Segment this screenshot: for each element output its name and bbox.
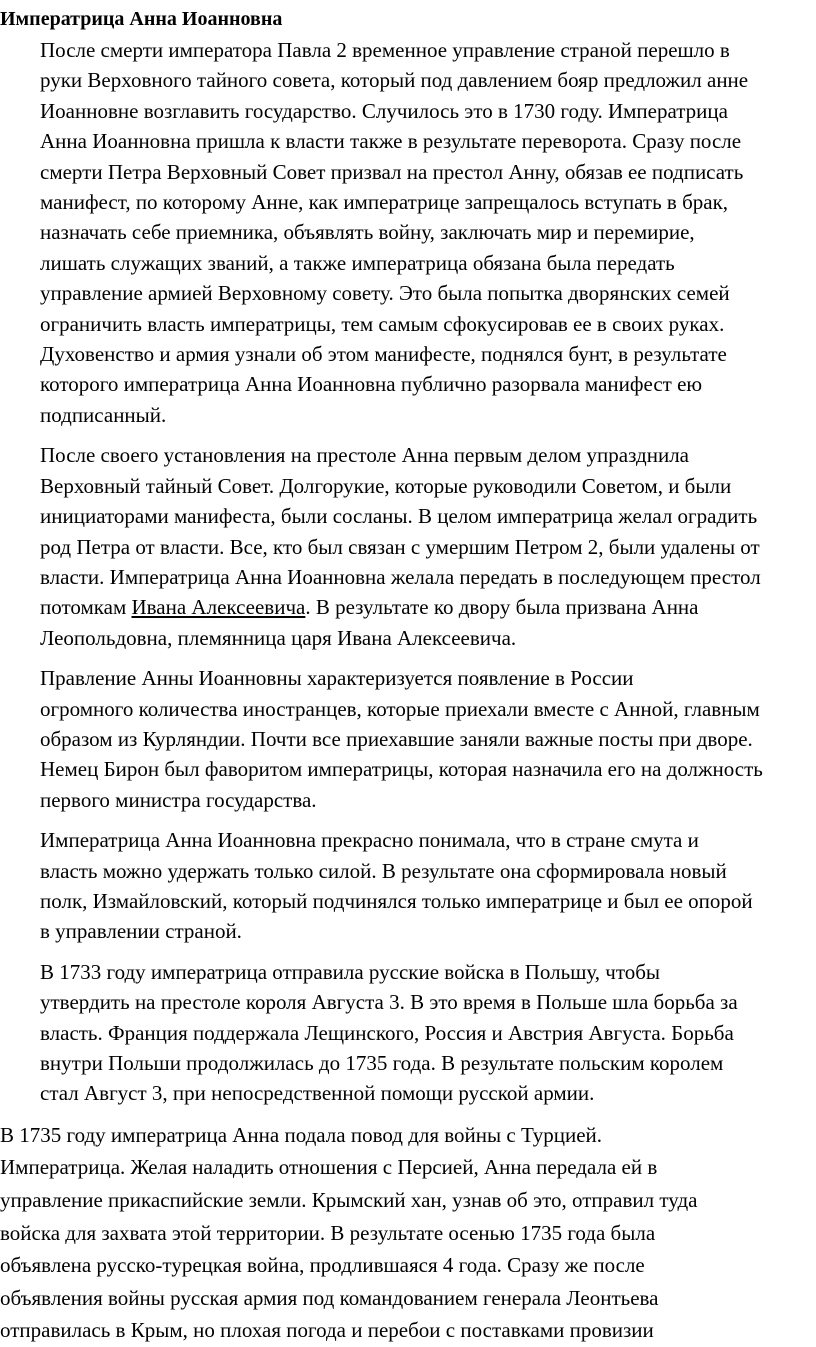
paragraph-line: которого императрица Анна Иоанновна публично разорвала манифест ею [40, 372, 703, 397]
paragraph-line: После смерти императора Павла 2 временное управление страной перешло в [40, 38, 730, 62]
link-prefix-text: потомкам [40, 595, 132, 620]
paragraph-line: Леопольдовна, племянница царя Ивана Алексеевича. [40, 625, 517, 650]
paragraph-6 [0, 1119, 816, 1347]
paragraph-5 [0, 957, 816, 1109]
paragraph-line: войска для захвата этой территории. В результате осенью 1735 года была [0, 1220, 656, 1245]
paragraph-line: отправилась в Крым, но плохая погода и перебои с поставками провизии [0, 1318, 654, 1343]
paragraph-line: власть. Франция поддержала Лещинского, Россия и Австрия Августа. Борьба [40, 1020, 734, 1045]
paragraph-line: внутри Польши продолжилась до 1735 года. В результате польским королем [40, 1051, 724, 1075]
paragraph-line: смерти Петра Верховный Совет призвал на престол Анну, обязав ее подписать [40, 159, 744, 184]
paragraph-line: власть можно удержать только силой. В результате она сформировала новый [40, 858, 727, 883]
document-title: Императрица Анна Иоанновна [0, 8, 283, 30]
paragraph-line: огромного количества иностранцев, которые приехали вместе с Анной, главным [40, 696, 760, 721]
paragraph-line: полк, Измайловский, который подчинялся только императрице и был ее опорой [40, 888, 753, 913]
paragraph-line: утвердить на престоле короля Августа 3. В это время в Польше шла борьба за [40, 990, 738, 1015]
paragraph-line: Императрица Анна Иоанновна прекрасно понимала, что в стране смута и [40, 828, 699, 853]
paragraph-line: Правление Анны Иоанновны характеризуется появление в России [40, 666, 634, 691]
paragraph-line: ограничить власть императрицы, тем самым сфокусировав ее в своих руках. [40, 311, 725, 336]
paragraph-line: объявления войны русская армия под командованием генерала Леонтьева [0, 1285, 659, 1310]
paragraph-line: подписанный. [40, 402, 167, 427]
paragraph-line: Анна Иоанновна пришла к власти также в результате переворота. Сразу после [40, 129, 742, 154]
paragraph-4 [0, 825, 816, 947]
paragraph-line: Верховный тайный Совет. Долгорукие, которые руководили Советом, и были [40, 473, 732, 498]
paragraph-line: руки Верховного тайного совета, который под давлением бояр предложил анне [40, 68, 749, 93]
paragraph-line: лишать служащих званий, а также императрица обязана была передать [40, 250, 675, 275]
paragraph-2 [0, 440, 816, 653]
paragraph-line: В 1735 году императрица Анна подала повод для войны с Турцией. [0, 1122, 603, 1147]
paragraph-line: Императрица. Желая наладить отношения с Персией, Анна передала ей в [0, 1155, 658, 1180]
paragraph-line: назначать себе приемника, объявлять войну, заключать мир и перемирие, [40, 220, 695, 245]
paragraph-line: Духовенство и армия узнали об этом манифесте, поднялся бунт, в результате [40, 342, 727, 367]
paragraph-line: Иоанновне возглавить государство. Случилось это в 1730 году. Императрица [40, 98, 728, 123]
paragraph-line-with-link [0, 592, 816, 622]
paragraph-line: управление прикаспийские земли. Крымский хан, узнав об это, отправил туда [0, 1188, 698, 1212]
ivan-alekseevich-link[interactable]: Ивана Алексеевича [131, 595, 306, 620]
paragraph-line: род Петра от власти. Все, кто был связан с умершим Петром 2, были удалены от [40, 534, 760, 559]
paragraph-line: инициаторами манифеста, были сосланы. В целом императрица желал оградить [40, 504, 758, 529]
paragraph-line: манифест, по которому Анне, как императрице запрещалось вступать в брак, [40, 190, 729, 215]
paragraph-3 [0, 663, 816, 815]
paragraph-line: Немец Бирон был фаворитом императрицы, которая назначила его на должность [40, 757, 763, 782]
link-suffix-text: . В результате ко двору была призвана Анна [305, 595, 699, 620]
paragraph-line: стал Август 3, при непосредственной помощи русской армии. [40, 1081, 595, 1106]
paragraph-line: После своего установления на престоле Анна первым делом упразднила [40, 443, 689, 468]
paragraph-line: В 1733 году императрица отправила русские войска в Польшу, чтобы [40, 959, 661, 984]
paragraph-line: власти. Императрица Анна Иоанновна желала передать в последующем престол [40, 564, 761, 589]
paragraph-line: объявлена русско-турецкая война, продлившаяся 4 года. Сразу же после [0, 1253, 645, 1278]
paragraph-line: образом из Курляндии. Почти все приехавшие заняли важные посты при дворе. [40, 726, 753, 751]
paragraph-line: первого министра государства. [40, 787, 317, 812]
paragraph-line: управление армией Верховному совету. Это была попытка дворянских семей [40, 281, 730, 306]
paragraph-line: в управлении страной. [40, 919, 242, 944]
paragraph-1 [0, 35, 816, 430]
